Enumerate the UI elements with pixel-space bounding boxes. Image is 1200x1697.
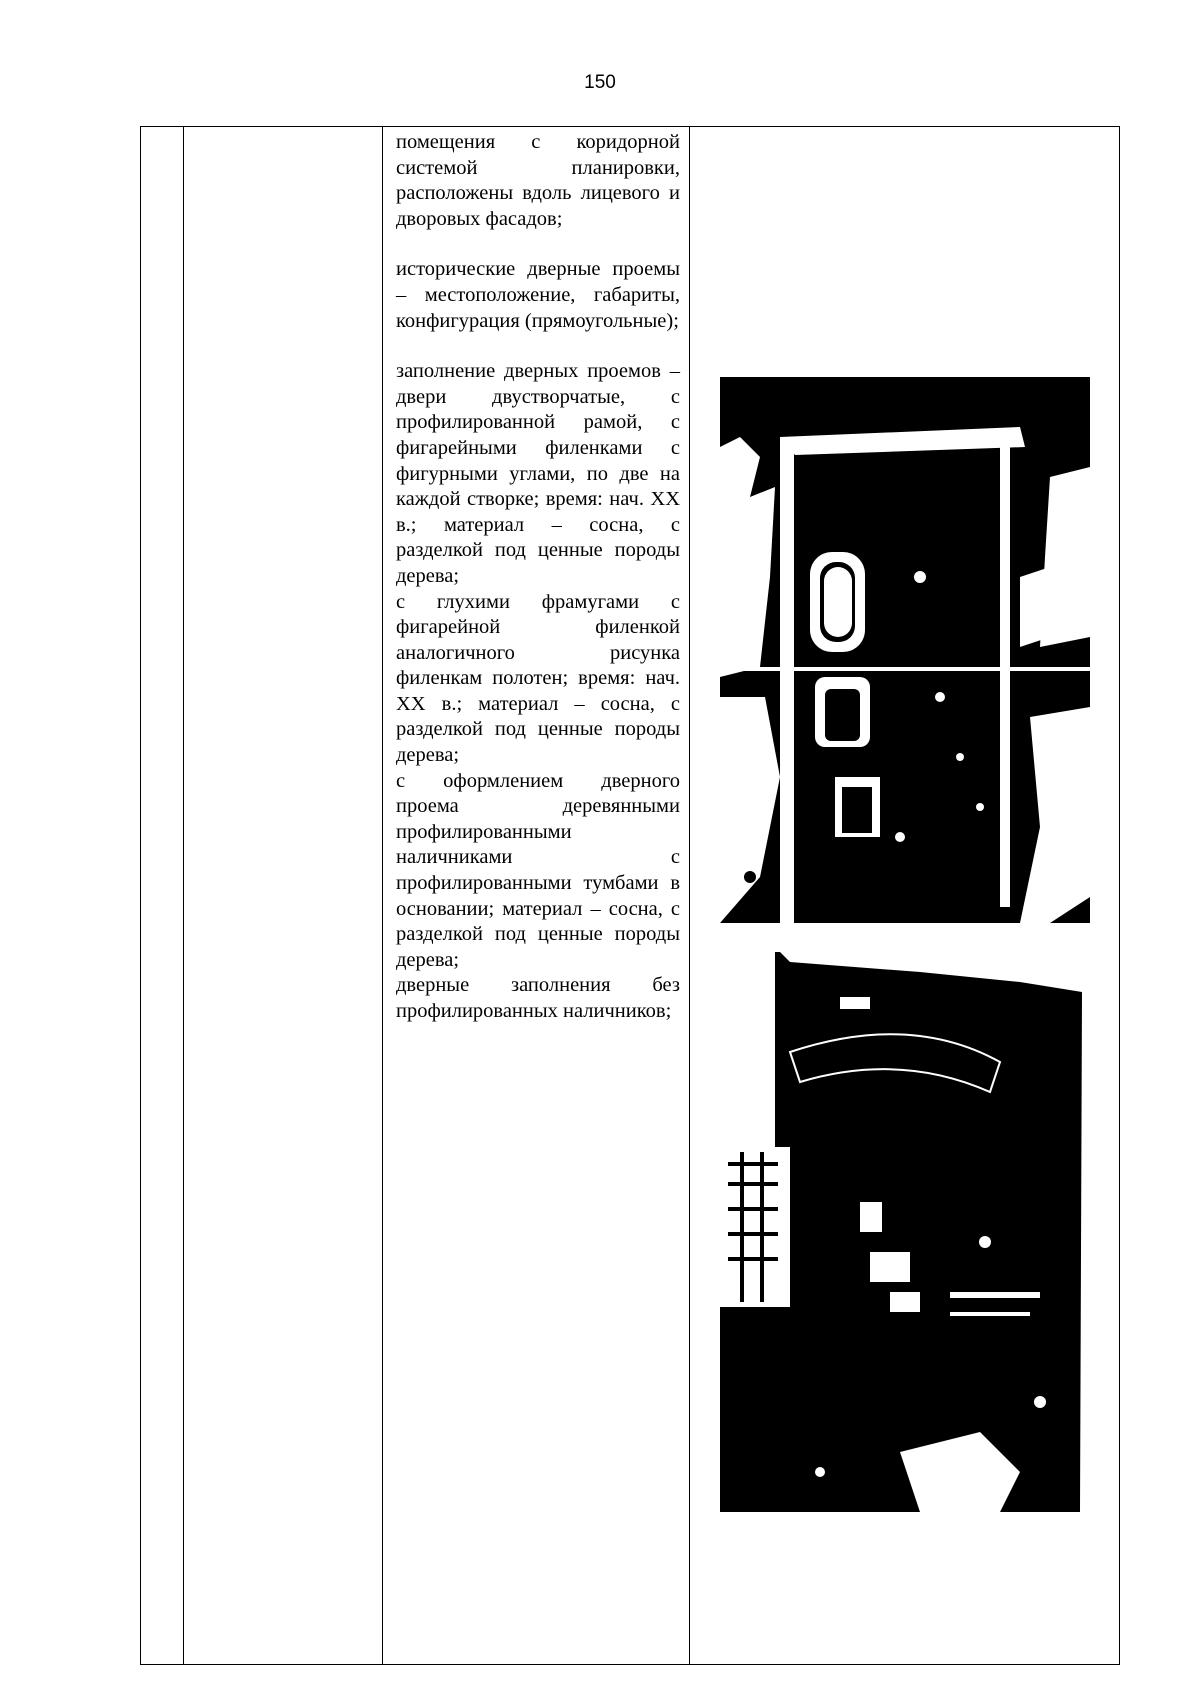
column-divider (183, 127, 184, 1664)
text-block-transoms: с глухими фрамугами с фигарейной филенкой аналогичного рисунка филенкам полотен; время: нач. XX в.; материал – сосна, с разделкой под ценные породы дерева; (396, 590, 680, 767)
description-cell (396, 130, 680, 1025)
text-block-door-openings: исторические дверные проемы – местоположение, габариты, конфигурация (прямоугольные); (396, 258, 680, 332)
page-number: 150 (584, 72, 616, 93)
text-block-casings: с оформлением дверного проема деревянными профилированными наличниками с профилированными тумбами в основании; материал – сосна, с разделкой под ценные породы дерева; (396, 769, 680, 971)
door-interior-image (720, 377, 1090, 923)
photo-door-interior (720, 377, 1090, 923)
column-divider (382, 127, 383, 1664)
text-block-no-casings: дверные заполнения без профилированных наличников; (396, 974, 680, 1022)
text-block-rooms: помещения с коридорной системой планировки, расположены вдоль лицевого и дворовых фасадов; (396, 131, 680, 230)
column-divider (689, 127, 690, 1664)
photo-door-exterior (720, 952, 1088, 1512)
text-block-door-fill: заполнение дверных проемов – двери двустворчатые, с профилированной рамой, с фигарейными филенками с фигурными углами, по две на каждой створке; время: нач. XX в.; материал – сосна, с разделкой под ценные породы дерева; (396, 360, 680, 587)
door-exterior-image (720, 952, 1088, 1512)
